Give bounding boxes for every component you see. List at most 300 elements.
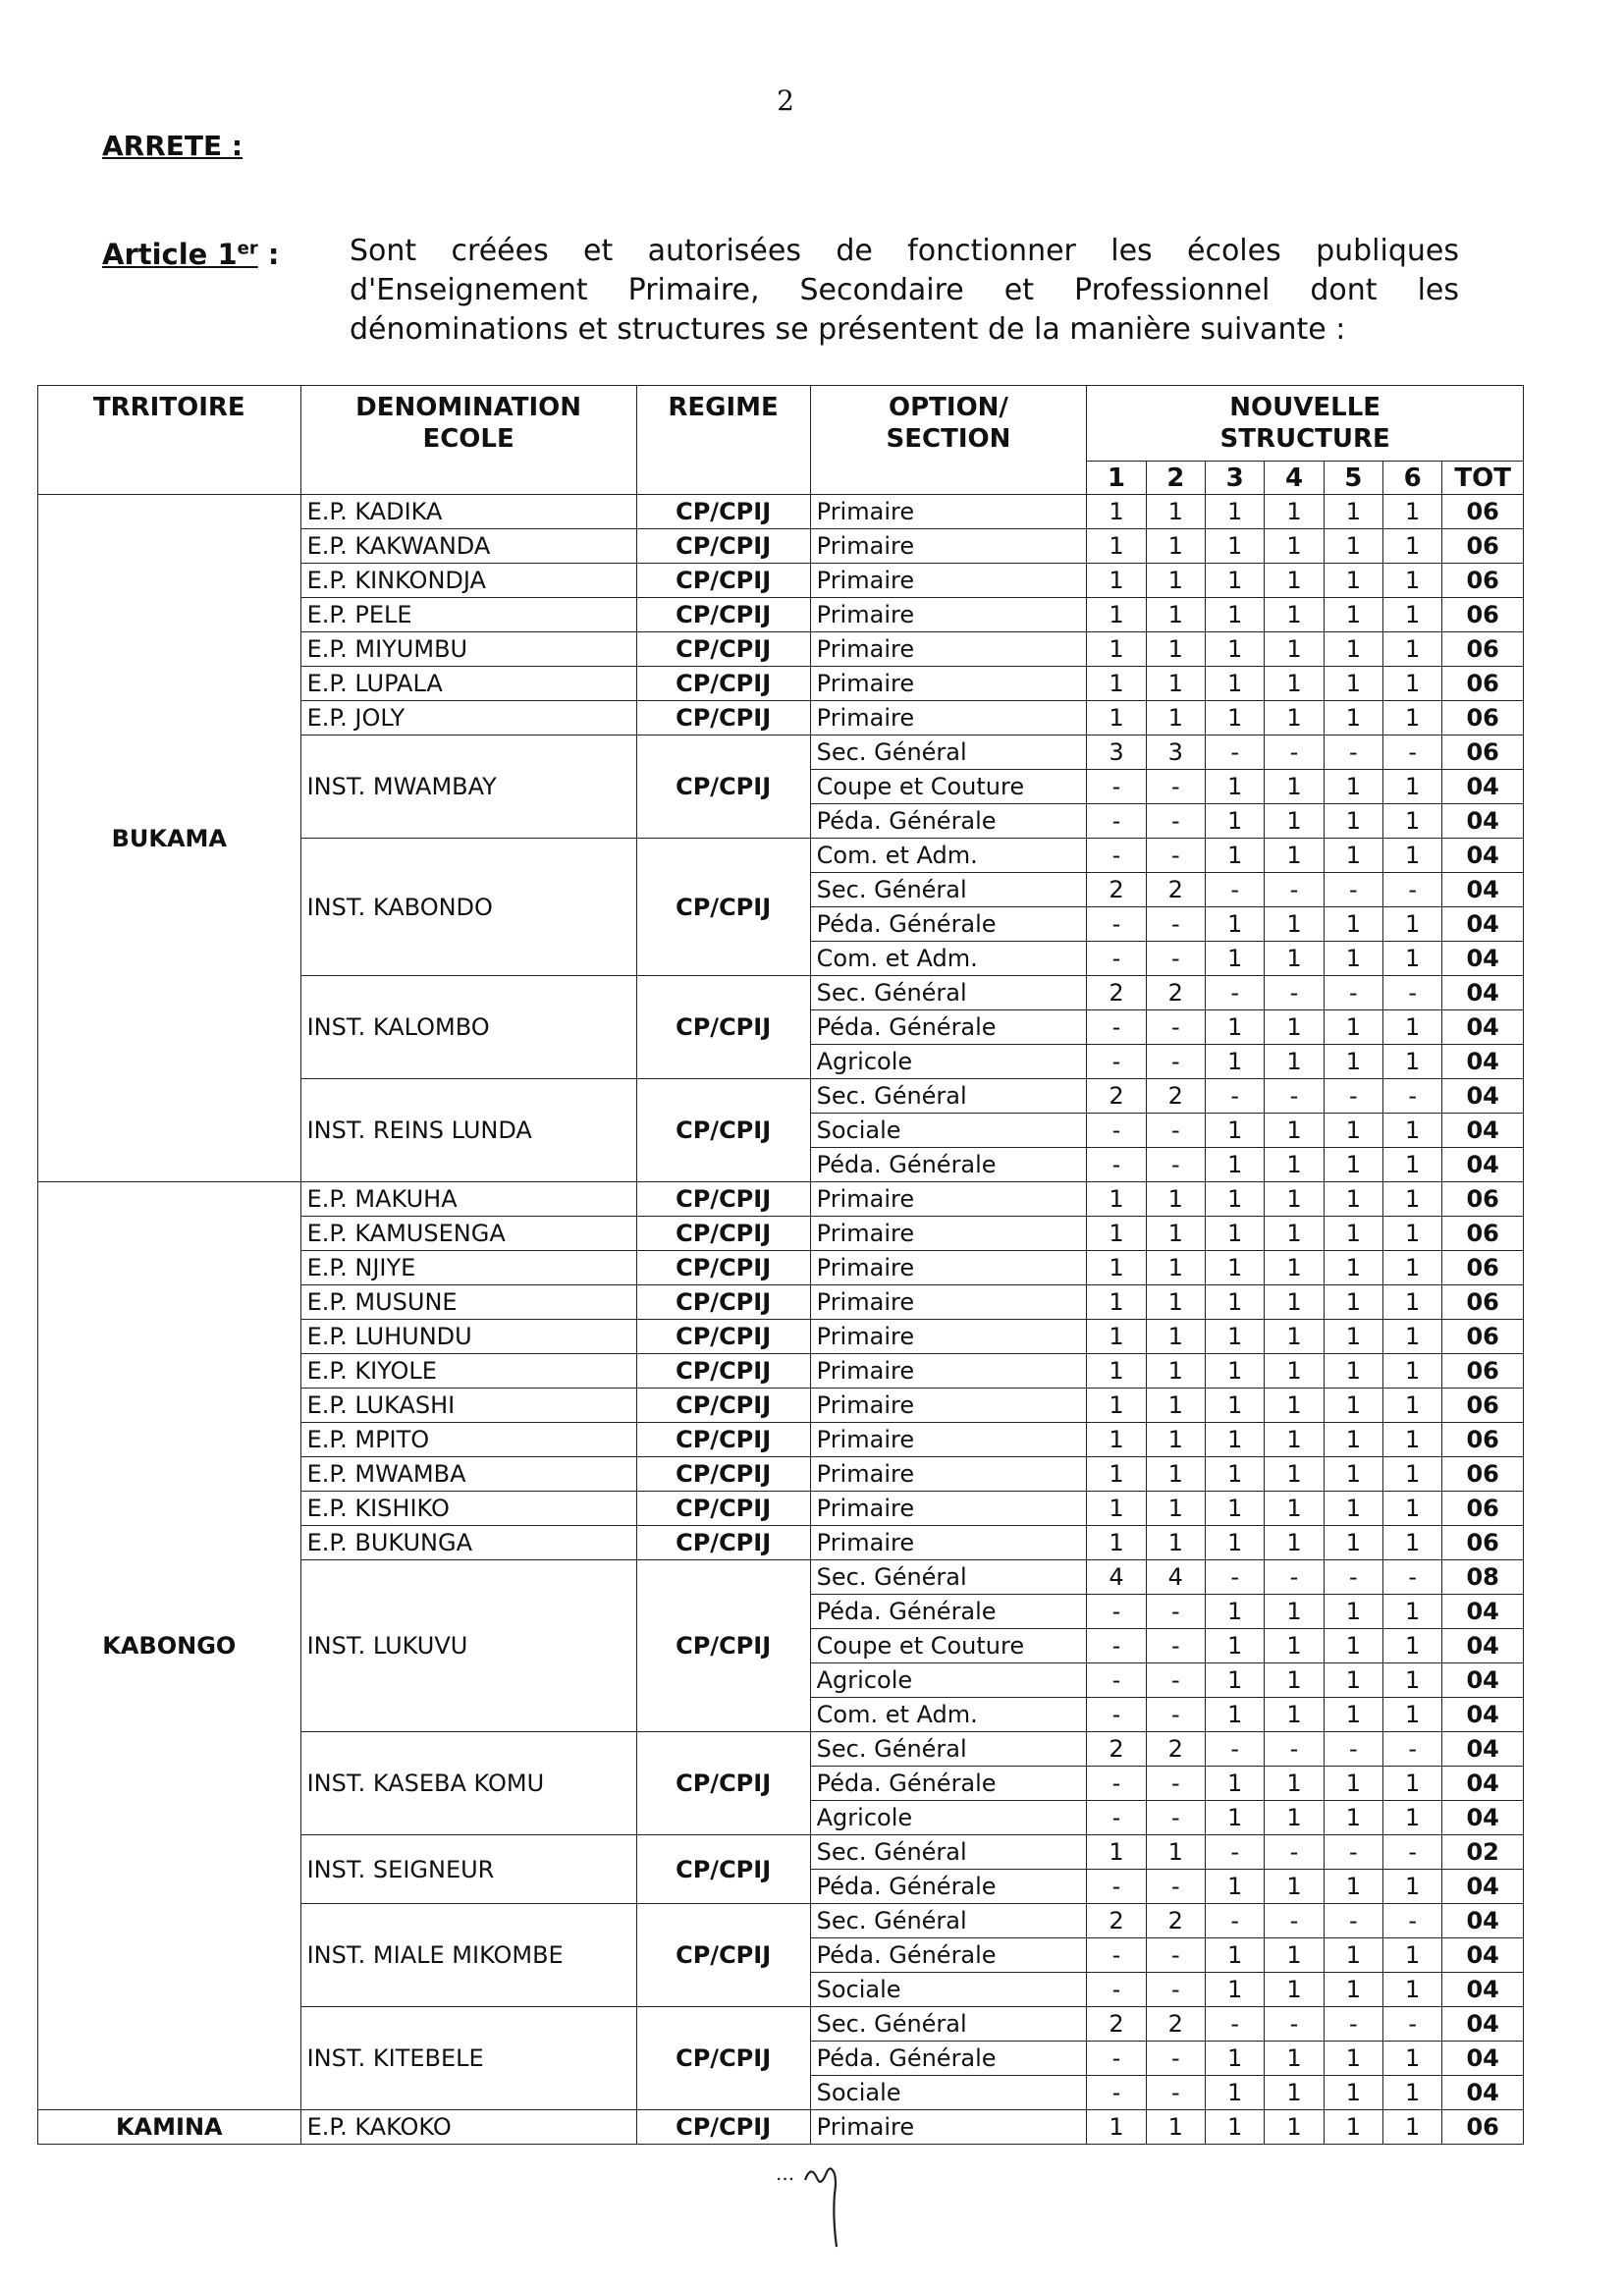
- svg-text:...: ...: [776, 2161, 795, 2185]
- structure-cell-2: 2: [1146, 1904, 1205, 1938]
- structure-cell-5: 1: [1324, 632, 1382, 667]
- structure-cell-4: 1: [1265, 1389, 1324, 1423]
- structure-cell-1: 1: [1087, 1389, 1146, 1423]
- structure-cell-5: 1: [1324, 1973, 1382, 2007]
- total-cell: 04: [1442, 804, 1524, 839]
- article-text: Sont créées et autorisées de fonctionner les écoles publiques d'Enseignement Primaire, Secondaire et Professionnel dont les dénominations et structures se présentent de la manière suivante :: [350, 234, 1459, 347]
- structure-cell-1: -: [1087, 1973, 1146, 2007]
- structure-cell-2: 2: [1146, 1732, 1205, 1767]
- regime-cell: CP/CPIJ: [636, 598, 810, 632]
- structure-cell-4: 1: [1265, 804, 1324, 839]
- structure-cell-6: -: [1383, 1904, 1442, 1938]
- structure-cell-2: -: [1146, 770, 1205, 804]
- structure-cell-3: 1: [1205, 495, 1264, 529]
- structure-cell-6: 1: [1383, 1698, 1442, 1732]
- structure-cell-1: -: [1087, 1767, 1146, 1801]
- structure-cell-4: 1: [1265, 1010, 1324, 1045]
- school-name-cell: INST. REINS LUNDA: [300, 1079, 636, 1182]
- structure-cell-3: -: [1205, 1904, 1264, 1938]
- structure-cell-3: -: [1205, 2007, 1264, 2042]
- structure-cell-6: -: [1383, 2007, 1442, 2042]
- structure-cell-2: 1: [1146, 1354, 1205, 1389]
- structure-cell-4: 1: [1265, 907, 1324, 942]
- structure-cell-5: 1: [1324, 942, 1382, 976]
- regime-cell: CP/CPIJ: [636, 1079, 810, 1182]
- total-cell: 06: [1442, 1354, 1524, 1389]
- structure-cell-2: 4: [1146, 1560, 1205, 1595]
- structure-cell-6: 1: [1383, 2076, 1442, 2110]
- structure-cell-3: 1: [1205, 1114, 1264, 1148]
- structure-cell-3: 1: [1205, 632, 1264, 667]
- structure-cell-3: 1: [1205, 1767, 1264, 1801]
- regime-cell: CP/CPIJ: [636, 529, 810, 564]
- structure-cell-1: 2: [1087, 976, 1146, 1010]
- regime-cell: CP/CPIJ: [636, 2110, 810, 2145]
- total-cell: 04: [1442, 2007, 1524, 2042]
- structure-cell-2: 1: [1146, 1457, 1205, 1492]
- structure-cell-3: 1: [1205, 1595, 1264, 1629]
- structure-cell-1: -: [1087, 1870, 1146, 1904]
- header-structure: NOUVELLE STRUCTURE: [1087, 386, 1524, 462]
- structure-cell-5: 1: [1324, 1767, 1382, 1801]
- structure-cell-6: 1: [1383, 1801, 1442, 1835]
- structure-cell-6: 1: [1383, 804, 1442, 839]
- structure-cell-4: 1: [1265, 1767, 1324, 1801]
- structure-cell-1: 1: [1087, 701, 1146, 735]
- structure-cell-2: 1: [1146, 529, 1205, 564]
- structure-cell-2: 1: [1146, 1285, 1205, 1320]
- structure-cell-4: 1: [1265, 1354, 1324, 1389]
- structure-cell-5: 1: [1324, 1423, 1382, 1457]
- option-cell: Primaire: [810, 1217, 1087, 1251]
- regime-cell: CP/CPIJ: [636, 839, 810, 976]
- structure-cell-5: 1: [1324, 1492, 1382, 1526]
- structure-cell-1: 1: [1087, 1285, 1146, 1320]
- structure-cell-5: 1: [1324, 1251, 1382, 1285]
- structure-cell-2: -: [1146, 1595, 1205, 1629]
- school-name-cell: E.P. MUSUNE: [300, 1285, 636, 1320]
- structure-cell-5: 1: [1324, 598, 1382, 632]
- option-cell: Primaire: [810, 1526, 1087, 1560]
- structure-cell-4: 1: [1265, 1320, 1324, 1354]
- structure-cell-1: -: [1087, 1698, 1146, 1732]
- structure-cell-6: 1: [1383, 1045, 1442, 1079]
- total-cell: 04: [1442, 1732, 1524, 1767]
- structure-cell-5: 1: [1324, 839, 1382, 873]
- total-cell: 04: [1442, 1114, 1524, 1148]
- option-cell: Primaire: [810, 564, 1087, 598]
- total-cell: 04: [1442, 1148, 1524, 1182]
- schools-table: [37, 385, 1524, 2145]
- total-cell: 04: [1442, 1045, 1524, 1079]
- territory-cell: KABONGO: [38, 1182, 301, 2110]
- structure-cell-5: 1: [1324, 1870, 1382, 1904]
- option-cell: Agricole: [810, 1801, 1087, 1835]
- school-name-cell: E.P. NJIYE: [300, 1251, 636, 1285]
- structure-cell-1: -: [1087, 1148, 1146, 1182]
- total-cell: 04: [1442, 1698, 1524, 1732]
- structure-cell-5: 1: [1324, 1938, 1382, 1973]
- total-cell: 04: [1442, 1010, 1524, 1045]
- structure-cell-6: 1: [1383, 564, 1442, 598]
- structure-cell-1: -: [1087, 1114, 1146, 1148]
- structure-cell-4: 1: [1265, 1663, 1324, 1698]
- structure-cell-6: 1: [1383, 1938, 1442, 1973]
- structure-cell-1: 1: [1087, 1320, 1146, 1354]
- total-cell: 06: [1442, 1492, 1524, 1526]
- school-name-cell: INST. KALOMBO: [300, 976, 636, 1079]
- structure-cell-3: 1: [1205, 839, 1264, 873]
- school-name-cell: E.P. LUHUNDU: [300, 1320, 636, 1354]
- regime-cell: CP/CPIJ: [636, 1904, 810, 2007]
- structure-cell-3: 1: [1205, 1526, 1264, 1560]
- total-cell: 06: [1442, 598, 1524, 632]
- structure-cell-2: 1: [1146, 2110, 1205, 2145]
- structure-cell-6: 1: [1383, 2042, 1442, 2076]
- option-cell: Coupe et Couture: [810, 1629, 1087, 1663]
- structure-cell-3: 1: [1205, 1354, 1264, 1389]
- structure-cell-6: 1: [1383, 1767, 1442, 1801]
- school-name-cell: INST. KABONDO: [300, 839, 636, 976]
- structure-cell-3: -: [1205, 1835, 1264, 1870]
- structure-cell-6: 1: [1383, 1148, 1442, 1182]
- structure-cell-6: 1: [1383, 632, 1442, 667]
- structure-cell-1: 4: [1087, 1560, 1146, 1595]
- structure-cell-5: 1: [1324, 1457, 1382, 1492]
- structure-cell-4: 1: [1265, 1457, 1324, 1492]
- structure-cell-2: -: [1146, 1870, 1205, 1904]
- structure-cell-4: 1: [1265, 1182, 1324, 1217]
- structure-cell-3: 1: [1205, 942, 1264, 976]
- structure-cell-4: 1: [1265, 1801, 1324, 1835]
- structure-cell-1: -: [1087, 1663, 1146, 1698]
- total-cell: 06: [1442, 495, 1524, 529]
- regime-cell: CP/CPIJ: [636, 495, 810, 529]
- structure-cell-2: -: [1146, 1148, 1205, 1182]
- structure-cell-5: 1: [1324, 1595, 1382, 1629]
- structure-cell-2: 1: [1146, 598, 1205, 632]
- structure-cell-6: -: [1383, 735, 1442, 770]
- structure-cell-4: 1: [1265, 839, 1324, 873]
- regime-cell: CP/CPIJ: [636, 1732, 810, 1835]
- structure-cell-5: 1: [1324, 1629, 1382, 1663]
- structure-cell-6: 1: [1383, 1320, 1442, 1354]
- structure-cell-1: -: [1087, 1938, 1146, 1973]
- total-cell: 06: [1442, 1457, 1524, 1492]
- structure-cell-4: 1: [1265, 564, 1324, 598]
- regime-cell: CP/CPIJ: [636, 1251, 810, 1285]
- school-name-cell: E.P. KISHIKO: [300, 1492, 636, 1526]
- structure-cell-3: 1: [1205, 1182, 1264, 1217]
- school-name-cell: INST. SEIGNEUR: [300, 1835, 636, 1904]
- option-cell: Péda. Générale: [810, 1595, 1087, 1629]
- header-col-6: 6: [1383, 462, 1442, 495]
- structure-cell-1: 1: [1087, 1182, 1146, 1217]
- total-cell: 04: [1442, 907, 1524, 942]
- option-cell: Sec. Général: [810, 1560, 1087, 1595]
- structure-cell-1: -: [1087, 907, 1146, 942]
- total-cell: 06: [1442, 1217, 1524, 1251]
- structure-cell-3: 1: [1205, 598, 1264, 632]
- option-cell: Com. et Adm.: [810, 839, 1087, 873]
- school-name-cell: E.P. KIYOLE: [300, 1354, 636, 1389]
- table-row: [38, 1182, 1524, 1217]
- total-cell: 04: [1442, 1973, 1524, 2007]
- structure-cell-3: 1: [1205, 529, 1264, 564]
- decree-heading: ARRETE :: [102, 130, 244, 162]
- structure-cell-6: 1: [1383, 1217, 1442, 1251]
- school-name-cell: INST. MIALE MIKOMBE: [300, 1904, 636, 2007]
- header-denomination: DENOMINATION ECOLE: [300, 386, 636, 495]
- school-name-cell: E.P. MWAMBA: [300, 1457, 636, 1492]
- structure-cell-5: 1: [1324, 2110, 1382, 2145]
- structure-cell-5: 1: [1324, 1045, 1382, 1079]
- structure-cell-6: 1: [1383, 1182, 1442, 1217]
- structure-cell-2: 1: [1146, 1217, 1205, 1251]
- structure-cell-3: 1: [1205, 1663, 1264, 1698]
- option-cell: Primaire: [810, 1251, 1087, 1285]
- structure-cell-5: -: [1324, 1079, 1382, 1114]
- total-cell: 04: [1442, 2076, 1524, 2110]
- structure-cell-1: 2: [1087, 1904, 1146, 1938]
- structure-cell-4: 1: [1265, 1526, 1324, 1560]
- structure-cell-4: 1: [1265, 1285, 1324, 1320]
- structure-cell-3: 1: [1205, 804, 1264, 839]
- regime-cell: CP/CPIJ: [636, 735, 810, 839]
- structure-cell-3: 1: [1205, 1217, 1264, 1251]
- total-cell: 06: [1442, 1182, 1524, 1217]
- total-cell: 04: [1442, 1079, 1524, 1114]
- option-cell: Péda. Générale: [810, 1767, 1087, 1801]
- regime-cell: CP/CPIJ: [636, 2007, 810, 2110]
- article-label: Article 1er :: [102, 238, 280, 271]
- structure-cell-6: 1: [1383, 529, 1442, 564]
- structure-cell-3: 1: [1205, 1423, 1264, 1457]
- structure-cell-2: -: [1146, 1767, 1205, 1801]
- total-cell: 04: [1442, 976, 1524, 1010]
- structure-cell-2: -: [1146, 1010, 1205, 1045]
- total-cell: 06: [1442, 735, 1524, 770]
- structure-cell-3: 1: [1205, 1870, 1264, 1904]
- regime-cell: CP/CPIJ: [636, 1182, 810, 1217]
- structure-cell-1: 1: [1087, 1835, 1146, 1870]
- structure-cell-3: -: [1205, 1079, 1264, 1114]
- total-cell: 04: [1442, 873, 1524, 907]
- structure-cell-5: 1: [1324, 770, 1382, 804]
- table-body: [38, 495, 1524, 2145]
- header-col-3: 3: [1205, 462, 1264, 495]
- structure-cell-6: 1: [1383, 1973, 1442, 2007]
- structure-cell-5: -: [1324, 1904, 1382, 1938]
- structure-cell-1: 1: [1087, 1354, 1146, 1389]
- header-territoire: TRRITOIRE: [38, 386, 301, 495]
- option-cell: Primaire: [810, 1389, 1087, 1423]
- option-cell: Sec. Général: [810, 1835, 1087, 1870]
- structure-cell-6: 1: [1383, 907, 1442, 942]
- structure-cell-1: -: [1087, 1595, 1146, 1629]
- school-name-cell: E.P. LUPALA: [300, 667, 636, 701]
- structure-cell-4: 1: [1265, 2110, 1324, 2145]
- structure-cell-4: -: [1265, 1904, 1324, 1938]
- school-name-cell: INST. KITEBELE: [300, 2007, 636, 2110]
- structure-cell-4: 1: [1265, 598, 1324, 632]
- structure-cell-2: 1: [1146, 632, 1205, 667]
- structure-cell-5: 1: [1324, 1801, 1382, 1835]
- total-cell: 06: [1442, 529, 1524, 564]
- option-cell: Primaire: [810, 529, 1087, 564]
- structure-cell-1: -: [1087, 1045, 1146, 1079]
- structure-cell-5: -: [1324, 976, 1382, 1010]
- structure-cell-4: 1: [1265, 1423, 1324, 1457]
- structure-cell-4: 1: [1265, 1217, 1324, 1251]
- structure-cell-5: 1: [1324, 2042, 1382, 2076]
- structure-cell-1: 1: [1087, 667, 1146, 701]
- article-label-sup: er: [237, 238, 258, 259]
- structure-cell-1: 2: [1087, 2007, 1146, 2042]
- structure-cell-5: 1: [1324, 1148, 1382, 1182]
- structure-cell-3: 1: [1205, 1457, 1264, 1492]
- school-name-cell: INST. KASEBA KOMU: [300, 1732, 636, 1835]
- structure-cell-6: 1: [1383, 1114, 1442, 1148]
- structure-cell-6: -: [1383, 1560, 1442, 1595]
- structure-cell-4: -: [1265, 1732, 1324, 1767]
- structure-cell-1: -: [1087, 1801, 1146, 1835]
- structure-cell-3: 1: [1205, 1148, 1264, 1182]
- option-cell: Sec. Général: [810, 976, 1087, 1010]
- school-name-cell: E.P. MAKUHA: [300, 1182, 636, 1217]
- structure-cell-5: 1: [1324, 1389, 1382, 1423]
- territory-cell: KAMINA: [38, 2110, 301, 2145]
- total-cell: 06: [1442, 667, 1524, 701]
- option-cell: Primaire: [810, 1457, 1087, 1492]
- total-cell: 04: [1442, 839, 1524, 873]
- header-col-4: 4: [1265, 462, 1324, 495]
- structure-cell-6: 1: [1383, 1595, 1442, 1629]
- structure-cell-2: -: [1146, 1114, 1205, 1148]
- structure-cell-4: -: [1265, 1079, 1324, 1114]
- option-cell: Agricole: [810, 1663, 1087, 1698]
- structure-cell-4: 1: [1265, 942, 1324, 976]
- structure-cell-5: -: [1324, 873, 1382, 907]
- structure-cell-3: -: [1205, 1732, 1264, 1767]
- school-name-cell: INST. LUKUVU: [300, 1560, 636, 1732]
- structure-cell-3: 1: [1205, 701, 1264, 735]
- total-cell: 08: [1442, 1560, 1524, 1595]
- option-cell: Agricole: [810, 1045, 1087, 1079]
- option-cell: Péda. Générale: [810, 1870, 1087, 1904]
- structure-cell-3: 1: [1205, 1010, 1264, 1045]
- regime-cell: CP/CPIJ: [636, 976, 810, 1079]
- option-cell: Primaire: [810, 1182, 1087, 1217]
- structure-cell-6: 1: [1383, 1629, 1442, 1663]
- structure-cell-1: 1: [1087, 1217, 1146, 1251]
- signature-initials: [776, 2158, 884, 2253]
- structure-cell-6: 1: [1383, 942, 1442, 976]
- structure-cell-5: 1: [1324, 1217, 1382, 1251]
- header-col-2: 2: [1146, 462, 1205, 495]
- option-cell: Primaire: [810, 667, 1087, 701]
- structure-cell-1: -: [1087, 1010, 1146, 1045]
- structure-cell-5: 1: [1324, 667, 1382, 701]
- structure-cell-1: 1: [1087, 1526, 1146, 1560]
- option-cell: Sec. Général: [810, 735, 1087, 770]
- structure-cell-1: -: [1087, 770, 1146, 804]
- regime-cell: CP/CPIJ: [636, 701, 810, 735]
- structure-cell-2: 1: [1146, 564, 1205, 598]
- school-name-cell: E.P. MPITO: [300, 1423, 636, 1457]
- structure-cell-5: 1: [1324, 701, 1382, 735]
- structure-cell-3: 1: [1205, 1045, 1264, 1079]
- total-cell: 06: [1442, 701, 1524, 735]
- structure-cell-5: 1: [1324, 1114, 1382, 1148]
- option-cell: Primaire: [810, 1354, 1087, 1389]
- structure-cell-3: 1: [1205, 564, 1264, 598]
- total-cell: 06: [1442, 1526, 1524, 1560]
- structure-cell-4: -: [1265, 735, 1324, 770]
- structure-cell-6: 1: [1383, 1526, 1442, 1560]
- school-name-cell: INST. MWAMBAY: [300, 735, 636, 839]
- option-cell: Sec. Général: [810, 2007, 1087, 2042]
- header-col-1: 1: [1087, 462, 1146, 495]
- structure-cell-5: 1: [1324, 495, 1382, 529]
- structure-cell-2: -: [1146, 1629, 1205, 1663]
- structure-cell-6: -: [1383, 1079, 1442, 1114]
- structure-cell-2: -: [1146, 1938, 1205, 1973]
- structure-cell-3: -: [1205, 735, 1264, 770]
- option-cell: Sec. Général: [810, 873, 1087, 907]
- regime-cell: CP/CPIJ: [636, 667, 810, 701]
- school-name-cell: E.P. KAKOKO: [300, 2110, 636, 2145]
- option-cell: Sec. Général: [810, 1904, 1087, 1938]
- page-number: 2: [777, 84, 794, 117]
- structure-cell-5: 1: [1324, 1285, 1382, 1320]
- structure-cell-4: 1: [1265, 1698, 1324, 1732]
- structure-cell-6: 1: [1383, 667, 1442, 701]
- school-name-cell: E.P. KAMUSENGA: [300, 1217, 636, 1251]
- structure-cell-1: 2: [1087, 1079, 1146, 1114]
- structure-cell-3: 1: [1205, 770, 1264, 804]
- structure-cell-6: 1: [1383, 1354, 1442, 1389]
- structure-cell-1: 1: [1087, 1251, 1146, 1285]
- total-cell: 04: [1442, 1663, 1524, 1698]
- structure-cell-4: -: [1265, 1560, 1324, 1595]
- structure-cell-6: 1: [1383, 1389, 1442, 1423]
- structure-cell-2: -: [1146, 839, 1205, 873]
- structure-cell-4: 1: [1265, 1114, 1324, 1148]
- structure-cell-2: 3: [1146, 735, 1205, 770]
- structure-cell-4: -: [1265, 976, 1324, 1010]
- structure-cell-6: 1: [1383, 1251, 1442, 1285]
- structure-cell-4: 1: [1265, 2042, 1324, 2076]
- structure-cell-2: 1: [1146, 701, 1205, 735]
- school-name-cell: E.P. KINKONDJA: [300, 564, 636, 598]
- total-cell: 04: [1442, 770, 1524, 804]
- structure-cell-5: 1: [1324, 2076, 1382, 2110]
- structure-cell-4: 1: [1265, 1251, 1324, 1285]
- structure-cell-2: -: [1146, 1045, 1205, 1079]
- table-row: [38, 2110, 1524, 2145]
- structure-cell-3: 1: [1205, 1285, 1264, 1320]
- structure-cell-3: 1: [1205, 1698, 1264, 1732]
- option-cell: Com. et Adm.: [810, 1698, 1087, 1732]
- structure-cell-4: 1: [1265, 1629, 1324, 1663]
- structure-cell-2: 1: [1146, 1423, 1205, 1457]
- structure-cell-5: 1: [1324, 1354, 1382, 1389]
- structure-cell-4: 1: [1265, 701, 1324, 735]
- territory-cell: BUKAMA: [38, 495, 301, 1182]
- total-cell: 04: [1442, 1938, 1524, 1973]
- structure-cell-4: 1: [1265, 2076, 1324, 2110]
